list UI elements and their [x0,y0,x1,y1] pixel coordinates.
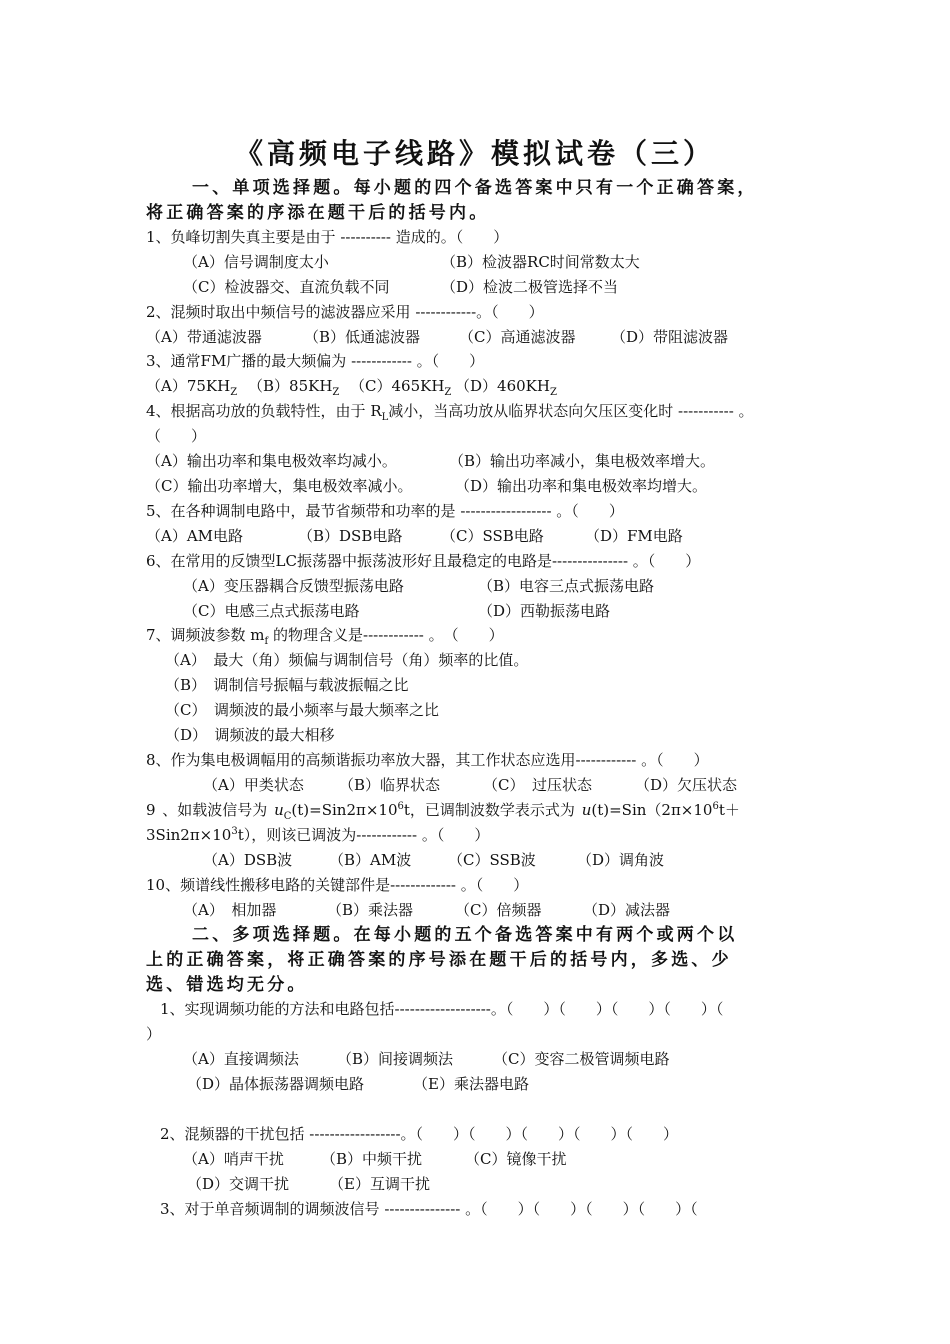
section2-heading-line2: 上的正确答案，将正确答案的序号添在题干后的括号内，多选、少 [146,950,732,970]
q9-option-d: （D）调角波 [577,851,665,869]
q8-option-a: （A）甲类状态 [203,776,304,794]
q4-stem: 4、根据高功放的负载特性，由于 $R_L$减小，当高功放从临界状态向欠压区变化时 ----------- 。 [146,402,754,423]
q5-option-b: （B）DSB电路 [298,527,403,545]
m2-option-e: （E）互调干扰 [329,1175,430,1193]
m1-option-a: （A）直接调频法 [183,1050,299,1068]
q3-option-a: $(A)75KH_Z$ [146,377,238,398]
q1-option-d: （D）检波二极管选择不当 [441,278,619,296]
m2-option-b: （B）中频干扰 [321,1150,423,1168]
q7-stem: 7、调频波参数 $m_f$ 的物理含义是------------ 。 （ ） [146,626,504,647]
m1-option-e: （E）乘法器电路 [413,1075,529,1093]
q9-option-c: （C）SSB波 [448,851,536,869]
m2-option-c: （C）镜像干扰 [465,1150,567,1168]
q7-option-d: （D） 调频波的最大相移 [165,726,335,744]
m2-option-d: （D）交调干扰 [187,1175,290,1193]
q4-option-c: （C）输出功率增大，集电极效率减小。 [146,477,413,495]
m1-option-c: （C）变容二极管调频电路 [493,1050,670,1068]
q2-option-d: （D）带阻滤波器 [611,328,729,346]
q4-option-d: （D）输出功率和集电极效率均增大。 [455,477,708,495]
q7-option-b: （B） 调制信号振幅与载波振幅之比 [165,676,409,694]
q6-stem: 6、在常用的反馈型LC振荡器中振荡波形好且最稳定的电路是--------------- 。（ ） [146,552,701,570]
section1-heading-line1: 一、单项选择题。每小题的四个备选答案中只有一个正确答案， [192,178,758,198]
m1-stem: 1、实现调频功能的方法和电路包括-------------------。（ ）（ ）（ ）（ ）（ [160,1000,724,1018]
m2-option-a: （A）哨声干扰 [183,1150,284,1168]
q8-option-b: （B）临界状态 [339,776,441,794]
q8-option-c: （C） 过压状态 [483,776,592,794]
q9-stem-line1: 9 、如载波信号为 $u_C(t)=Sin2\pi\times 10^6t$，已调制波数学表示式为 $u(t)=Sin(2\pi\times 10^6t+$ [146,801,740,822]
q2-option-b: （B）低通滤波器 [304,328,421,346]
section1-heading-line2: 将正确答案的序添在题干后的括号内。 [146,203,490,223]
page-title: 《高频电子线路》模拟试卷（三） [234,137,715,170]
q5-option-a: （A）AM电路 [146,527,244,545]
q6-option-a: （A）变压器耦合反馈型振荡电路 [183,577,404,595]
q10-stem: 10、频谱线性搬移电路的关键部件是------------- 。（ ） [146,876,529,894]
q6-option-d: （D）西勒振荡电路 [478,602,611,620]
q10-option-a: （A） 相加器 [183,901,277,919]
q1-option-b: （B）检波器RC时间常数太大 [441,253,640,271]
m1-option-d: （D）晶体振荡器调频电路 [187,1075,365,1093]
m3-stem: 3、对于单音频调制的调频波信号 --------------- 。（ ）（ ）（ ）（ ）（ [160,1200,698,1218]
q10-option-c: （C）倍频器 [455,901,542,919]
q5-option-d: （D）FM电路 [585,527,683,545]
q4-option-a: （A）输出功率和集电极效率均减小。 [146,452,397,470]
m2-stem: 2、混频器的干扰包括 ------------------。（ ）（ ）（ ）（ ）（ ） [160,1125,679,1143]
q4-option-b: （B）输出功率减小，集电极效率增大。 [449,452,716,470]
q6-option-b: （B）电容三点式振荡电路 [478,577,655,595]
q6-option-c: （C）电感三点式振荡电路 [183,602,360,620]
q2-option-a: （A）带通滤波器 [146,328,262,346]
q3-option-c: $(C)465KH_Z$ [350,377,452,398]
q8-option-d: （D）欠压状态 [635,776,738,794]
q5-option-c: （C）SSB电路 [441,527,544,545]
q1-stem: 1、负峰切割失真主要是由于 ---------- 造成的。（ ） [146,228,509,246]
q9-stem-line2: $3Sin2\pi\times 10^3t$），则该已调波为------------ 。（ ） [146,826,490,844]
q9-option-a: （A）DSB波 [203,851,293,869]
m1-stem-bracket: ） [146,1025,162,1043]
m1-option-b: （B）间接调频法 [337,1050,454,1068]
q8-stem: 8、作为集电极调幅用的高频谐振功率放大器，其工作状态应选用------------ 。（ ） [146,751,709,769]
q4-stem-bracket: （ ） [146,427,207,445]
q10-option-b: （B）乘法器 [327,901,414,919]
section2-heading-line1: 二、多项选择题。在每小题的五个备选答案中有两个或两个以 [192,925,738,945]
section2-heading-line3: 选、错选均无分。 [146,975,308,995]
q7-option-c: （C） 调频波的最小频率与最大频率之比 [165,701,439,719]
q2-option-c: （C）高通滤波器 [459,328,576,346]
q2-stem: 2、混频时取出中频信号的滤波器应采用 ------------。（ ） [146,303,544,321]
q3-option-b: $(B)85KH_Z$ [248,377,340,398]
q9-option-b: （B）AM波 [329,851,412,869]
q3-option-d: $(D)460KH_Z$ [455,377,557,398]
q1-option-a: （A）信号调制度太小 [183,253,329,271]
q10-option-d: （D）减法器 [583,901,671,919]
q1-option-c: （C）检波器交、直流负载不同 [183,278,390,296]
q3-stem: 3、通常FM广播的最大频偏为 ------------ 。（ ） [146,352,485,370]
q5-stem: 5、在各种调制电路中，最节省频带和功率的是 ------------------ 。（ ） [146,502,624,520]
q7-option-a: （A） 最大（角）频偏与调制信号（角）频率的比值。 [165,651,529,669]
